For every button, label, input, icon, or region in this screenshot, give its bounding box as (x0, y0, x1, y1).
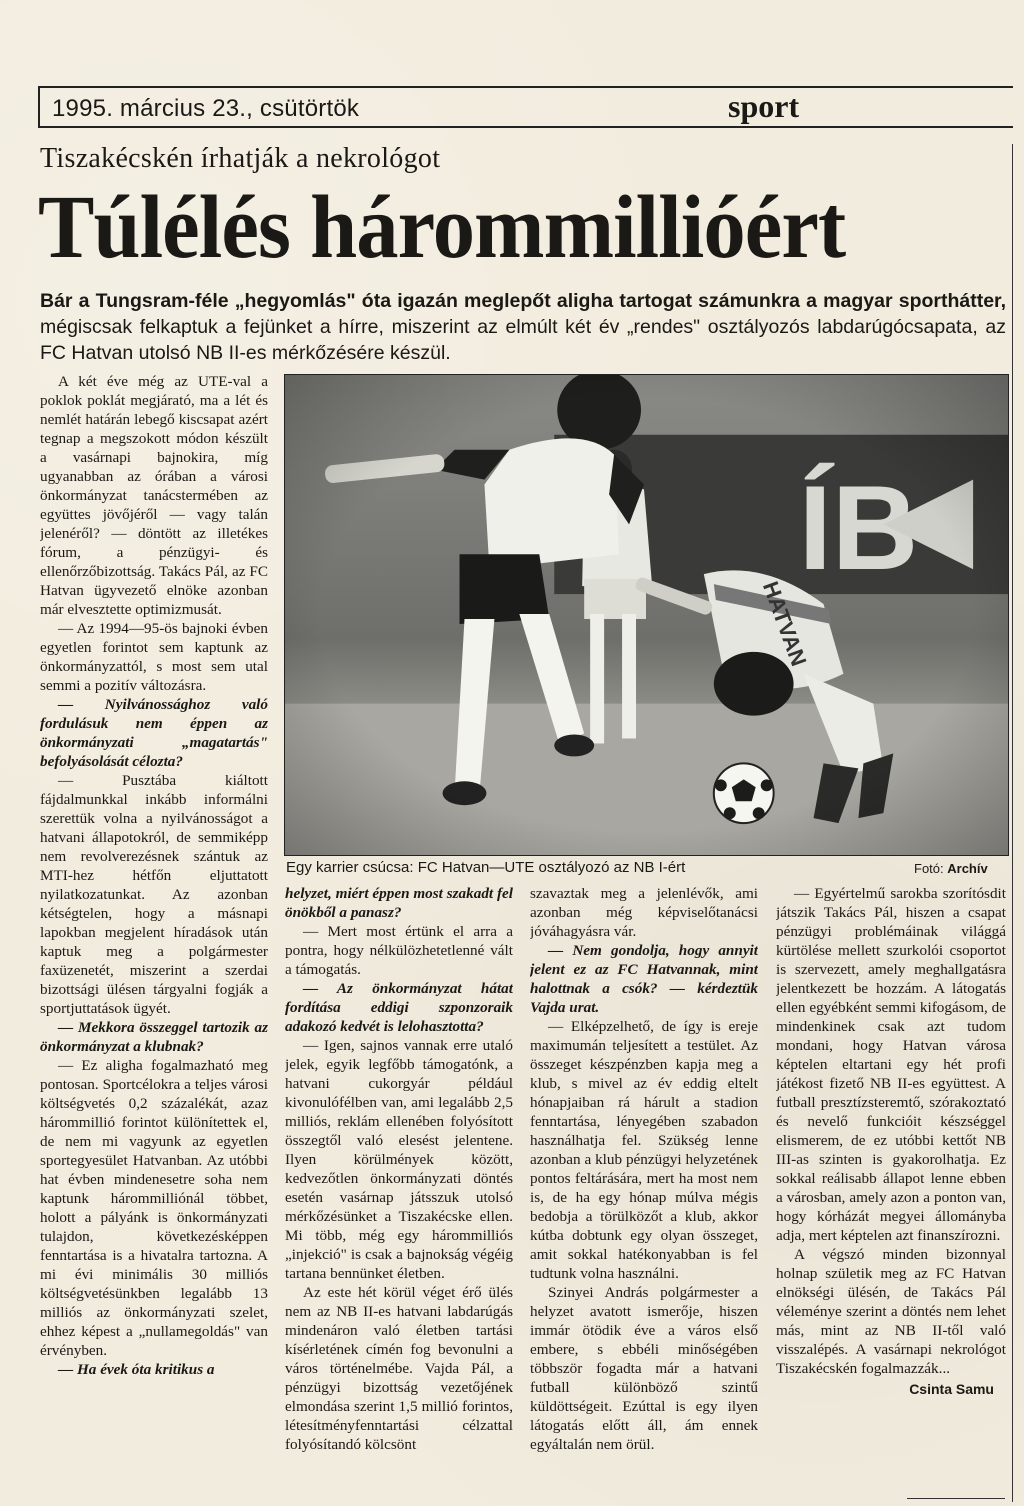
photo-credit-prefix: Fotó: (914, 861, 948, 876)
paragraph: — Pusztába kiáltott fájdalmunkkal inkább informálni szerettük volna a nyilvánosságot a hatvani állapotokról, de semmiképp nem revolverezésnek szántuk az MTI-hez hétfőn eljuttatott nyilatkozatunkat. Az azonban kétségtelen, hogy a másnapi lapokban megjelent híradások után kaptuk meg a polgármester faxüzenetét, miszerint a szerdai bizottsági ülésen tárgyalni fogják a sportjuttatások ügyét. (40, 772, 268, 1017)
paragraph: — Igen, sajnos vannak erre utaló jelek, egyik legfőbb támogatónk, a hatvani cukorgyár például kivonulófélben van, ami legalább 2,5 milliós, reklám ellenében folyósított összegtől való elesést jelentene. Ilyen körülmények között, kedvezőtlen önkormányzati döntés esetén vasárnap játsszuk utolsó mérkőzésünket a Tiszakécske ellen. Mi több, még egy hárommilliós „injekció" is csak a bajnokság végéig tartana bennünket életben. (285, 1037, 513, 1282)
article-column-2 (285, 884, 513, 1498)
paragraph: — Egyértelmű sarokba szorítósdit játszik Takács Pál, hiszen a csapat pénzügyi problémáinak világgá kürtölése mellett szurkolói csoportot is szervezett, amely meghallgatásra jelentkezett be hozzám. A látogatás ellen egyébként semmi kifogásom, de mindenkinek csak azt tudom mondani, hogy Hatvan városa képtelen eltartani egy hét profi játékost fizető NB II-es együttest. A futball presztízsteremtő, szórakoztató és nevelő funkcióit készséggel elismerem, de ez utóbbi kettőt NB III-as szinten is gyakorolhatja. Ez sokkal reálisabb állapot lenne ebben a városban, amely azon a ponton van, hogy kórházát megyei állományba adja, mert képtelen azt finanszírozni. (776, 885, 1006, 1244)
interview-question-continued: helyzet, miért éppen most szakadt fel önökből a panasz? (285, 885, 513, 921)
interview-question: — Mekkora összeggel tartozik az önkormányzat a klubnak? (40, 1019, 268, 1055)
paragraph: Szinyei András polgármester a helyzet avatott ismerője, hiszen immár ötödik éve a város első embere, s ebbéli minőségében többször fogadta már a hatvani futball különböző szintű küldöttségeit. Ezúttal is egy ilyen látogatás előtt áll, ám ennek egyáltalán nem örül. (530, 1284, 758, 1453)
football-photo (284, 374, 1009, 856)
article-column-3 (530, 884, 758, 1498)
lead-paragraph (40, 288, 1006, 366)
photo-caption: Egy karrier csúcsa: FC Hatvan—UTE osztályozó az NB I-ért (286, 859, 686, 876)
paragraph: — Ez aligha fogalmazható meg pontosan. Sportcélokra a teljes városi költségvetés 0,2 százalékát, azaz hárommillió forintot különítettek el, de nem mi vagyunk az egyetlen sportegyesület Hatvanban. Az utóbbi hat évben mindenesetre soha nem kaptunk hárommilliónál többet, holott a pályánk is önkormányzati tulajdon, következésképpen fenntartása is a hivatalra tartozna. A mi évi minimális 30 milliós költségvetésünkben legalább 13 milliós az önkormányzati szelet, ehhez képest a „nullamegoldás" van érvényben. (40, 1057, 268, 1359)
issue-date: 1995. március 23., csütörtök (52, 95, 360, 122)
interview-question: — Az önkormányzat hátat fordítása eddigi szponzoraik adakozó kedvét is lelohasztotta? (285, 980, 513, 1035)
article-column-1 (40, 372, 268, 1500)
interview-question: — Ha évek óta kritikus a (58, 1361, 215, 1378)
lead-rest-text: mégiscsak felkaptuk a fejünket a hírre, miszerint az elmúlt két év „rendes" osztályozós labdarúgócsapata, az FC Hatvan utolsó NB II-es mérkőzésére készül. (40, 316, 1006, 364)
interview-question: — Nem gondolja, hogy annyit jelent ez az FC Hatvannak, mint halottnak a csók? — kérdeztük Vajda urat. (530, 942, 758, 1016)
headline: Túlélés hárommillióért (38, 178, 846, 277)
section-label: sport (728, 88, 800, 124)
paragraph: — Elképzelhető, de így is ereje maximumán teljesített a testület. Az összeget készpénzben kapja meg a klub, s mivel az év eddig eltelt hónapjaiban rá hárult a stadion fenntartása, lényegében szabadon használhatja fel. Szükség lenne azonban a klub pénzügyi helyzetének pontos feltárására, mert ha most nem is, de ha egy hónap múlva mégis bedobja a törülközőt a klub, akkor kútba dobtunk egy olyan összeget, amit sokkal hatékonyabban is fel tudtunk volna használni. (530, 1018, 758, 1282)
paragraph: — Mert most értünk el arra a pontra, hogy nélkülözhetetlenné vált a támogatás. (285, 923, 513, 978)
signature-rule (907, 1498, 1005, 1499)
football-photo-illustration (285, 375, 1008, 855)
lead-strong-text: Bár a Tungsram-féle „hegyomlás" óta igazán meglepőt aligha tartogat számunkra a magyar sporthátter, (40, 290, 1006, 312)
author-signature: Csinta Samu (909, 1381, 994, 1397)
paragraph: — Az 1994—95-ös bajnoki évben egyetlen forintot sem kaptunk az önkormányzattól, s most sem utal semmi a pozitív változásra. (40, 620, 268, 694)
photo-credit-name: Archív (947, 861, 988, 876)
paragraph: A két éve még az UTE-val a poklok poklát megjárató, ma a lét és nemlét határán lebegő kiscsapat azért tegnap a megszokott módon készült a vasárnapi bajnokira, míg ugyanabban az órában a városi önkormányzat tanácstermében az együttes jövőjéről — vagy talán jelenéről? — döntött az illetékes fórum, a pénzügyi- és ellenőrzőbizottság. Takács Pál, az FC Hatvan ügyvezető elnöke azonban már elvesztette optimizmusát. (40, 373, 268, 618)
column-rule (1012, 144, 1013, 1502)
article-column-4 (776, 884, 1006, 1498)
paragraph-continued: szavaztak meg a jelenlévők, ami azonban még képviselőtanácsi jóváhagyásra vár. (530, 885, 758, 940)
interview-question: — Nyilvánossághoz való fordulásuk nem éppen az önkormányzati „magatartás" befolyásolását célozta? (40, 696, 268, 770)
kicker: Tiszakécskén írhatják a nekrológot (40, 143, 441, 174)
paragraph: A végszó minden bizonnyal holnap születik meg az FC Hatvan elnökségi ülésén, de Takács Pál véleménye szerint a döntés nem lehet más, mint az NB II-től való visszalépés. A vasárnapi nekrológot Tiszakécskén fogalmazzák... (776, 1246, 1006, 1377)
photo-credit (914, 861, 988, 876)
paragraph: Az este hét körül véget érő ülés nem az NB II-es hatvani labdarúgás mindenáron való életben tartási kísérletének címén fog bevonulni a város történelmébe. Vajda Pál, a pénzügyi bizottság vezetőjének elmondása szerint 1,5 millió forintos, létesítményfenntartási célzattal folyósítandó kölcsönt (285, 1284, 513, 1453)
